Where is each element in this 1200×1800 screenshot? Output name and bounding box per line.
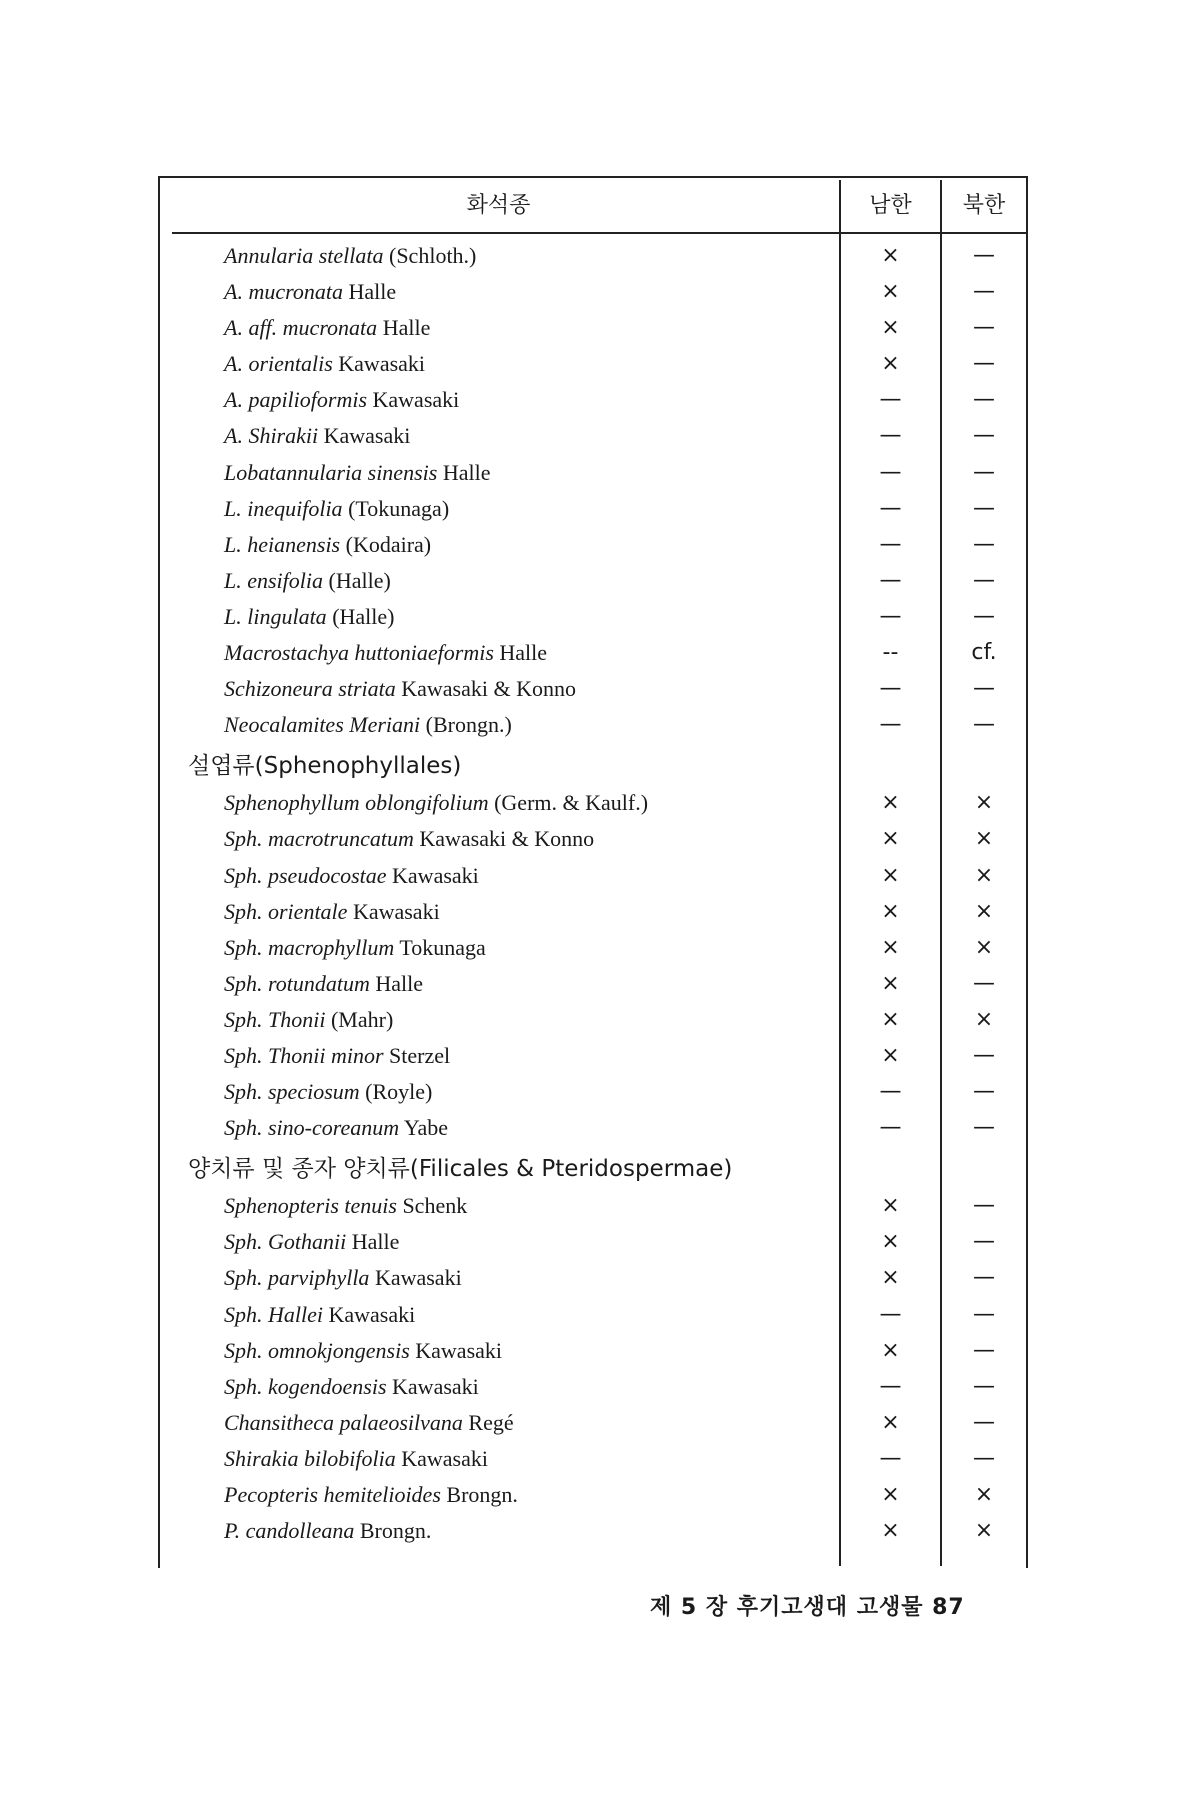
species-table xyxy=(158,176,1028,1568)
south-korea-mark: — xyxy=(879,459,902,485)
species-cell xyxy=(224,238,476,274)
species-cell xyxy=(224,599,394,635)
north-korea-mark: × xyxy=(974,1518,994,1544)
south-korea-mark: × xyxy=(881,1337,900,1363)
species-cell xyxy=(224,1188,467,1224)
species-cell xyxy=(224,563,391,599)
south-korea-mark: — xyxy=(879,531,902,557)
species-author: Halle xyxy=(375,970,424,996)
north-korea-mark: — xyxy=(973,676,995,702)
species-name: Sph. parviphylla xyxy=(224,1265,370,1291)
section-title: 설엽류(Sphenophyllales) xyxy=(188,753,462,780)
species-author: Halle xyxy=(351,1229,400,1255)
table-row xyxy=(158,821,1028,857)
south-korea-mark: — xyxy=(879,1115,902,1141)
species-author: (Schloth.) xyxy=(389,243,477,268)
species-author: Brongn. xyxy=(359,1518,432,1544)
species-cell xyxy=(224,821,594,857)
south-korea-mark: × xyxy=(881,862,900,888)
species-name: Sph. orientale xyxy=(224,898,348,924)
species-author: Sterzel xyxy=(389,1042,451,1068)
species-author: Kawasaki xyxy=(352,898,440,924)
table-row xyxy=(158,1405,1028,1441)
north-korea-mark: — xyxy=(973,1115,995,1141)
species-author: Kawasaki xyxy=(392,1373,479,1399)
table-row xyxy=(158,1297,1028,1333)
species-cell xyxy=(224,418,410,454)
south-korea-mark: × xyxy=(881,243,900,268)
species-name: Sph. pseudocostae xyxy=(224,862,387,888)
species-name: A. orientalis xyxy=(224,351,333,377)
north-korea-mark: — xyxy=(973,567,995,593)
species-name: L. ensifolia xyxy=(224,567,324,593)
species-cell xyxy=(224,1369,479,1405)
header-species: 화석종 xyxy=(466,193,531,218)
species-author: (Halle) xyxy=(332,603,395,629)
species-cell xyxy=(224,527,431,563)
species-author: (Brongn.) xyxy=(425,712,512,738)
north-korea-mark: — xyxy=(973,1265,995,1291)
header-south: 남한 xyxy=(869,193,912,218)
species-author: Kawasaki xyxy=(328,1301,416,1327)
species-name: Neocalamites Meriani xyxy=(224,712,421,738)
table-row xyxy=(158,346,1028,382)
north-korea-mark: × xyxy=(974,898,994,924)
species-cell xyxy=(224,1477,518,1513)
species-cell xyxy=(224,491,449,527)
species-name: A. aff. mucronata xyxy=(224,315,378,341)
south-korea-mark: × xyxy=(881,1409,900,1435)
south-korea-mark: × xyxy=(881,1482,900,1507)
south-korea-mark: × xyxy=(881,279,900,305)
species-author: (Kodaira) xyxy=(345,531,432,557)
species-name: A. mucronata xyxy=(224,279,343,305)
species-name: Chansitheca palaeosilvana xyxy=(224,1409,463,1435)
species-cell xyxy=(224,1297,415,1333)
species-cell xyxy=(224,274,396,310)
table-row xyxy=(158,635,1028,671)
species-author: Kawasaki xyxy=(392,862,479,888)
species-author: (Germ. & Kaulf.) xyxy=(494,790,649,816)
species-name: A. Shirakii xyxy=(224,423,319,449)
species-author: Kawasaki & Konno xyxy=(419,826,595,852)
table-row xyxy=(158,382,1028,418)
north-korea-mark: × xyxy=(974,862,994,888)
species-name: Sph. Thonii minor xyxy=(224,1042,384,1068)
north-korea-mark: — xyxy=(973,1079,995,1105)
north-korea-mark: cf. xyxy=(971,640,997,666)
south-korea-mark: × xyxy=(881,1518,900,1544)
species-name: Shirakia bilobifolia xyxy=(224,1445,396,1471)
table-row xyxy=(158,1260,1028,1296)
north-korea-mark: — xyxy=(973,1373,995,1399)
north-korea-mark: × xyxy=(974,1482,994,1507)
species-cell xyxy=(224,966,423,1002)
table-row xyxy=(158,1038,1028,1074)
species-name: Sph. speciosum xyxy=(224,1079,360,1105)
table-body xyxy=(158,238,1028,1549)
table-row xyxy=(158,966,1028,1002)
south-korea-mark: × xyxy=(881,1006,900,1032)
header-north: 북한 xyxy=(962,193,1006,218)
north-korea-mark: — xyxy=(973,712,995,738)
species-author: Regé xyxy=(468,1409,514,1435)
species-name: L. lingulata xyxy=(224,603,327,629)
south-korea-mark: × xyxy=(881,790,900,816)
table-row xyxy=(158,1333,1028,1369)
species-name: Sph. macrotruncatum xyxy=(224,826,414,852)
section-heading xyxy=(158,743,1028,785)
species-name: Sph. rotundatum xyxy=(224,970,370,996)
species-cell xyxy=(224,1260,462,1296)
table-row xyxy=(158,455,1028,491)
species-author: Kawasaki xyxy=(401,1445,488,1471)
species-cell xyxy=(224,1074,432,1110)
south-korea-mark: × xyxy=(881,934,900,960)
species-author: Kawasaki xyxy=(374,1265,462,1291)
table-row xyxy=(158,274,1028,310)
table-row xyxy=(158,707,1028,743)
table-row xyxy=(158,527,1028,563)
table-row xyxy=(158,1513,1028,1549)
species-cell xyxy=(224,1038,450,1074)
species-cell xyxy=(224,1513,431,1549)
north-korea-mark: — xyxy=(973,970,995,996)
south-korea-mark: — xyxy=(879,1373,902,1399)
species-name: Macrostachya huttoniaeformis xyxy=(224,640,494,666)
table-row xyxy=(158,1002,1028,1038)
north-korea-mark: — xyxy=(973,315,995,341)
north-korea-mark: — xyxy=(973,1042,995,1068)
south-korea-mark: — xyxy=(879,387,902,413)
species-name: Sph. Gothanii xyxy=(224,1229,347,1255)
species-name: Sph. Hallei xyxy=(224,1301,323,1327)
table-row xyxy=(158,930,1028,966)
species-author: Kawasaki xyxy=(415,1337,503,1363)
species-author: Halle xyxy=(499,640,548,666)
table-row xyxy=(158,1477,1028,1513)
species-author: Kawasaki & Konno xyxy=(401,676,576,702)
north-korea-mark: — xyxy=(973,1193,995,1219)
species-name: Lobatannularia sinensis xyxy=(224,459,438,485)
south-korea-mark: × xyxy=(881,351,900,377)
species-author: (Royle) xyxy=(365,1079,433,1105)
north-korea-mark: — xyxy=(973,603,995,629)
north-korea-mark: — xyxy=(973,1301,995,1327)
species-author: Yabe xyxy=(403,1115,449,1141)
species-cell xyxy=(224,1441,488,1477)
south-korea-mark: × xyxy=(881,1229,900,1255)
south-korea-mark: × xyxy=(881,826,900,852)
north-korea-mark: × xyxy=(974,1006,994,1032)
species-cell xyxy=(224,785,648,821)
species-cell xyxy=(224,635,547,671)
species-author: Halle xyxy=(442,459,491,485)
south-korea-mark: — xyxy=(879,567,902,593)
south-korea-mark: × xyxy=(881,1193,900,1219)
species-author: (Tokunaga) xyxy=(348,495,450,521)
species-cell xyxy=(224,1405,514,1441)
table-row xyxy=(158,563,1028,599)
species-cell xyxy=(224,858,479,894)
south-korea-mark: — xyxy=(879,603,902,629)
table-row xyxy=(158,1441,1028,1477)
species-cell xyxy=(224,1224,399,1260)
page-footer: 제 5 장 후기고생대 고생물 87 xyxy=(650,1595,965,1620)
north-korea-mark: — xyxy=(973,387,995,413)
north-korea-mark: — xyxy=(973,423,995,449)
south-korea-mark: × xyxy=(881,1265,900,1291)
table-row xyxy=(158,858,1028,894)
south-korea-mark: × xyxy=(881,898,900,924)
table-row xyxy=(158,894,1028,930)
north-korea-mark: — xyxy=(973,279,995,305)
species-cell xyxy=(224,1110,448,1146)
table-row xyxy=(158,310,1028,346)
south-korea-mark: — xyxy=(879,712,902,738)
species-name: Sph. omnokjongensis xyxy=(224,1337,410,1363)
species-cell xyxy=(224,455,490,491)
north-korea-mark: — xyxy=(973,495,995,521)
species-name: A. papilioformis xyxy=(224,387,368,413)
species-cell xyxy=(224,930,486,966)
south-korea-mark: — xyxy=(879,423,902,449)
species-name: P. candolleana xyxy=(224,1518,355,1544)
south-korea-mark: -- xyxy=(882,640,899,666)
species-cell xyxy=(224,894,440,930)
table-row xyxy=(158,671,1028,707)
species-name: Schizoneura striata xyxy=(224,676,396,702)
south-korea-mark: — xyxy=(879,1079,902,1105)
species-name: Sph. Thonii xyxy=(224,1006,326,1032)
species-author: Brongn. xyxy=(446,1482,518,1507)
north-korea-mark: — xyxy=(973,531,995,557)
species-cell xyxy=(224,346,425,382)
species-cell xyxy=(224,310,430,346)
species-author: Kawasaki xyxy=(372,387,460,413)
table-row xyxy=(158,1074,1028,1110)
table-row xyxy=(158,785,1028,821)
species-name: Sph. sino-coreanum xyxy=(224,1115,400,1141)
table-row xyxy=(158,1188,1028,1224)
south-korea-mark: × xyxy=(881,1042,900,1068)
table-row xyxy=(158,418,1028,454)
table-row xyxy=(158,1110,1028,1146)
table-row xyxy=(158,1224,1028,1260)
species-name: Sph. macrophyllum xyxy=(224,934,395,960)
north-korea-mark: — xyxy=(973,1409,995,1435)
south-korea-mark: — xyxy=(879,676,902,702)
species-name: Pecopteris hemitelioides xyxy=(224,1482,441,1507)
species-name: L. inequifolia xyxy=(224,495,343,521)
species-author: Schenk xyxy=(402,1193,468,1219)
species-cell xyxy=(224,671,576,707)
north-korea-mark: × xyxy=(974,934,994,960)
north-korea-mark: × xyxy=(974,790,994,816)
table-row xyxy=(158,491,1028,527)
species-author: Kawasaki xyxy=(338,351,426,377)
north-korea-mark: — xyxy=(973,243,995,268)
species-name: Sphenophyllum oblongifolium xyxy=(224,790,489,816)
north-korea-mark: — xyxy=(973,351,995,377)
south-korea-mark: — xyxy=(879,495,902,521)
table-row xyxy=(158,599,1028,635)
north-korea-mark: — xyxy=(973,1445,995,1471)
species-name: Sph. kogendoensis xyxy=(224,1373,387,1399)
north-korea-mark: × xyxy=(974,826,994,852)
south-korea-mark: × xyxy=(881,970,900,996)
species-author: Halle xyxy=(348,279,397,305)
section-heading xyxy=(158,1146,1028,1188)
section-title: 양치류 및 종자 양치류(Filicales & Pteridospermae) xyxy=(188,1156,733,1183)
species-name: L. heianensis xyxy=(224,531,341,557)
header-divider xyxy=(172,232,1028,234)
species-name: Annularia stellata xyxy=(224,243,384,268)
south-korea-mark: — xyxy=(879,1445,902,1471)
south-korea-mark: × xyxy=(881,315,900,341)
table-top-border xyxy=(158,176,1028,178)
species-cell xyxy=(224,1002,393,1038)
north-korea-mark: — xyxy=(973,1229,995,1255)
species-author: Halle xyxy=(382,315,431,341)
north-korea-mark: — xyxy=(973,1337,995,1363)
table-row xyxy=(158,238,1028,274)
species-name: Sphenopteris tenuis xyxy=(224,1193,397,1219)
south-korea-mark: — xyxy=(879,1301,902,1327)
species-author: (Mahr) xyxy=(330,1006,394,1032)
species-cell xyxy=(224,382,459,418)
species-author: Kawasaki xyxy=(323,423,411,449)
species-cell xyxy=(224,707,512,743)
species-cell xyxy=(224,1333,502,1369)
north-korea-mark: — xyxy=(973,459,995,485)
table-row xyxy=(158,1369,1028,1405)
species-author: Tokunaga xyxy=(399,934,486,960)
species-author: (Halle) xyxy=(328,567,391,593)
